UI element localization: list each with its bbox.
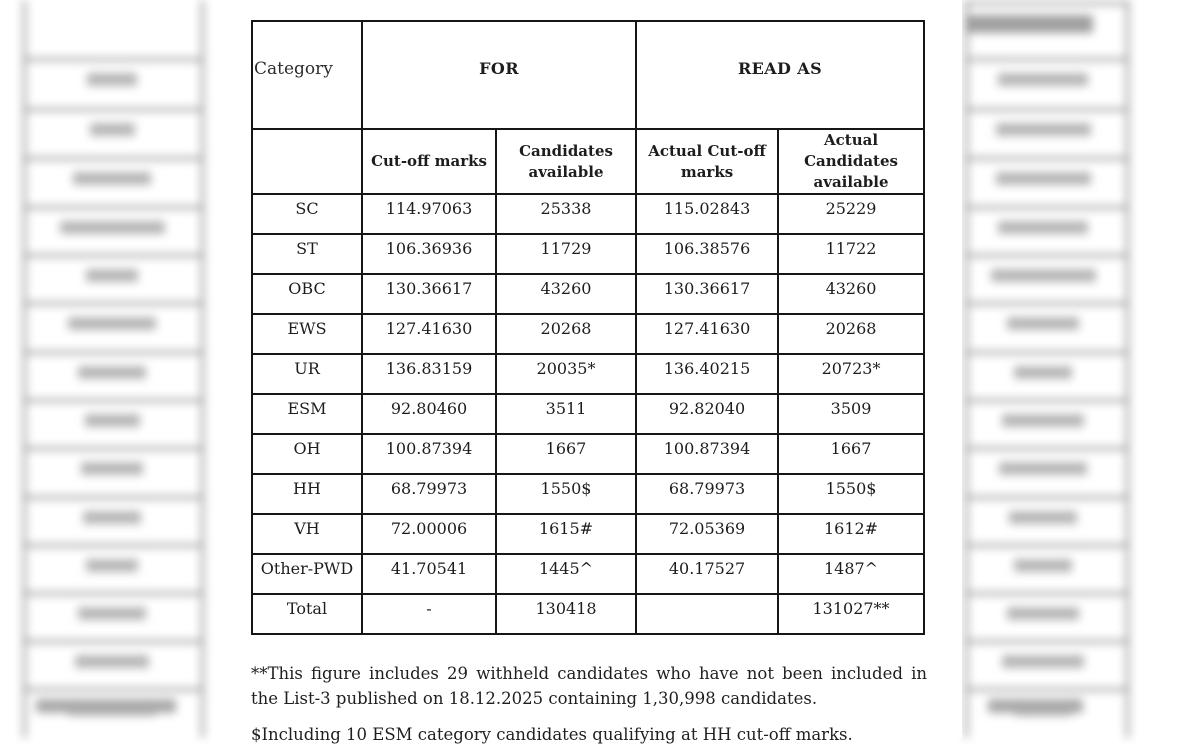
sub-header-row [252, 129, 924, 194]
blurred-shape [23, 108, 204, 111]
candidates-available-cell: 3511 [496, 394, 636, 434]
blurred-shape [965, 206, 1129, 209]
actual-candidates-available-cell: 1550$ [778, 474, 924, 514]
category-cell: UR [252, 354, 362, 394]
cutoff-marks-cell: 127.41630 [362, 314, 496, 354]
actual-cutoff-marks-cell: 106.38576 [636, 234, 778, 274]
actual-cutoff-marks-cell: 127.41630 [636, 314, 778, 354]
blurred-shape [965, 254, 1129, 257]
cutoff-marks-cell: 72.00006 [362, 514, 496, 554]
for-header: FOR [362, 21, 636, 129]
actual-candidates-available-cell: 20268 [778, 314, 924, 354]
blurred-shape [1009, 511, 1077, 524]
actual-cutoff-marks-cell [636, 594, 778, 634]
blurred-shape [23, 640, 204, 643]
cutoff-marks-cell: 114.97063 [362, 194, 496, 234]
actual-candidates-available-cell: 1487^ [778, 554, 924, 594]
cutoff-marks-cell: - [362, 594, 496, 634]
category-cell: SC [252, 194, 362, 234]
category-cell: Total [252, 594, 362, 634]
cutoff-marks-cell: 136.83159 [362, 354, 496, 394]
blurred-shape [86, 559, 138, 572]
cutoff-marks-header: Cut-off marks [362, 129, 496, 194]
blurred-shape [73, 172, 151, 185]
empty-header-cell [252, 129, 362, 194]
blurred-shape [965, 496, 1129, 499]
candidates-available-header: Candidates available [496, 129, 636, 194]
blurred-shape [965, 302, 1129, 305]
blurred-shape [996, 123, 1091, 136]
blurred-shape [1007, 607, 1079, 620]
blurred-shape [83, 511, 141, 524]
blurred-shape [998, 221, 1088, 234]
candidates-available-cell: 20268 [496, 314, 636, 354]
candidates-available-cell: 1550$ [496, 474, 636, 514]
table-row-esm [252, 394, 924, 434]
footnote-withheld-candidates: **This figure includes 29 withheld candidates who have not been included in the List-3 published on 18.12.2025 containing 1,30,998 candidates. [251, 664, 927, 708]
category-cell: Other-PWD [252, 554, 362, 594]
blurred-shape [85, 414, 140, 427]
category-header: Category [252, 21, 362, 129]
actual-cutoff-marks-cell: 130.36617 [636, 274, 778, 314]
blurred-shape [965, 447, 1129, 450]
blurred-shape [999, 462, 1087, 475]
blurred-shape [1007, 317, 1079, 330]
blurred-shape [988, 699, 1083, 713]
category-cell: ST [252, 234, 362, 274]
table-row-other-pwd [252, 554, 924, 594]
table-row-oh [252, 434, 924, 474]
cutoff-marks-table [251, 20, 925, 635]
blurred-shape [1002, 655, 1084, 668]
blurred-shape [23, 592, 204, 595]
actual-cutoff-marks-cell: 92.82040 [636, 394, 778, 434]
category-cell: EWS [252, 314, 362, 354]
blurred-shape [1014, 559, 1072, 572]
candidates-available-cell: 11729 [496, 234, 636, 274]
actual-cutoff-marks-cell: 40.17527 [636, 554, 778, 594]
category-cell: OBC [252, 274, 362, 314]
blurred-shape [23, 688, 204, 691]
cutoff-marks-cell: 130.36617 [362, 274, 496, 314]
category-cell: HH [252, 474, 362, 514]
actual-candidates-available-cell: 131027** [778, 594, 924, 634]
blurred-shape [23, 157, 204, 160]
blurred-shape [965, 399, 1129, 402]
blurred-shape [968, 15, 1093, 33]
cutoff-marks-cell: 92.80460 [362, 394, 496, 434]
category-cell: VH [252, 514, 362, 554]
candidates-available-cell: 130418 [496, 594, 636, 634]
blurred-shape [965, 2, 1129, 5]
blurred-background-page-right [958, 0, 1200, 738]
table-row-st [252, 234, 924, 274]
blurred-shape [965, 688, 1129, 691]
blurred-shape [81, 462, 143, 475]
candidates-available-cell: 43260 [496, 274, 636, 314]
actual-cutoff-marks-header: Actual Cut-off marks [636, 129, 778, 194]
read-as-header: READ AS [636, 21, 924, 129]
actual-candidates-available-cell: 3509 [778, 394, 924, 434]
blurred-shape [965, 157, 1129, 160]
table-row-total [252, 594, 924, 634]
blurred-shape [965, 58, 1129, 61]
blurred-shape [965, 592, 1129, 595]
blurred-shape [23, 254, 204, 257]
table-row-ews [252, 314, 924, 354]
actual-cutoff-marks-cell: 68.79973 [636, 474, 778, 514]
blurred-shape [86, 269, 138, 282]
actual-candidates-available-cell: 1667 [778, 434, 924, 474]
table-row-hh [252, 474, 924, 514]
blurred-shape [23, 58, 204, 61]
actual-cutoff-marks-cell: 72.05369 [636, 514, 778, 554]
cutoff-marks-cell: 100.87394 [362, 434, 496, 474]
blurred-shape [23, 544, 204, 547]
actual-cutoff-marks-cell: 115.02843 [636, 194, 778, 234]
candidates-available-cell: 1667 [496, 434, 636, 474]
blurred-shape [90, 123, 135, 136]
footnote-esm-qualifying: $Including 10 ESM category candidates qualifying at HH cut-off marks. [251, 725, 853, 744]
candidates-available-cell: 1445^ [496, 554, 636, 594]
candidates-available-cell: 1615# [496, 514, 636, 554]
cutoff-marks-cell: 41.70541 [362, 554, 496, 594]
candidates-available-cell: 20035* [496, 354, 636, 394]
blurred-shape [996, 172, 1091, 185]
actual-cutoff-marks-cell: 100.87394 [636, 434, 778, 474]
actual-candidates-available-cell: 20723* [778, 354, 924, 394]
blurred-shape [36, 699, 176, 713]
cutoff-marks-cell: 68.79973 [362, 474, 496, 514]
blurred-shape [965, 351, 1129, 354]
blurred-shape [78, 366, 146, 379]
blurred-shape [965, 108, 1129, 111]
category-cell: ESM [252, 394, 362, 434]
table-row-obc [252, 274, 924, 314]
actual-candidates-available-cell: 43260 [778, 274, 924, 314]
blurred-shape [87, 73, 137, 86]
blurred-shape [23, 206, 204, 209]
cutoff-marks-cell: 106.36936 [362, 234, 496, 274]
group-header-row [252, 21, 924, 129]
blurred-shape [1014, 366, 1072, 379]
actual-candidates-available-cell: 1612# [778, 514, 924, 554]
blurred-shape [68, 317, 156, 330]
blurred-background-page-left [0, 0, 232, 738]
table-row-ur [252, 354, 924, 394]
actual-candidates-available-cell: 11722 [778, 234, 924, 274]
blurred-shape [23, 496, 204, 499]
blurred-shape [23, 447, 204, 450]
blurred-shape [965, 640, 1129, 643]
table-row-vh [252, 514, 924, 554]
table-row-sc [252, 194, 924, 234]
actual-cutoff-marks-cell: 136.40215 [636, 354, 778, 394]
blurred-shape [75, 655, 149, 668]
blurred-shape [991, 269, 1096, 282]
blurred-shape [23, 302, 204, 305]
actual-candidates-available-cell: 25229 [778, 194, 924, 234]
blurred-shape [60, 221, 165, 234]
blurred-shape [1002, 414, 1084, 427]
blurred-shape [23, 399, 204, 402]
notice-document [230, 0, 962, 744]
candidates-available-cell: 25338 [496, 194, 636, 234]
actual-candidates-available-header: Actual Candidates available [778, 129, 924, 194]
blurred-shape [965, 544, 1129, 547]
category-cell: OH [252, 434, 362, 474]
blurred-shape [23, 351, 204, 354]
blurred-shape [998, 73, 1088, 86]
blurred-shape [78, 607, 146, 620]
